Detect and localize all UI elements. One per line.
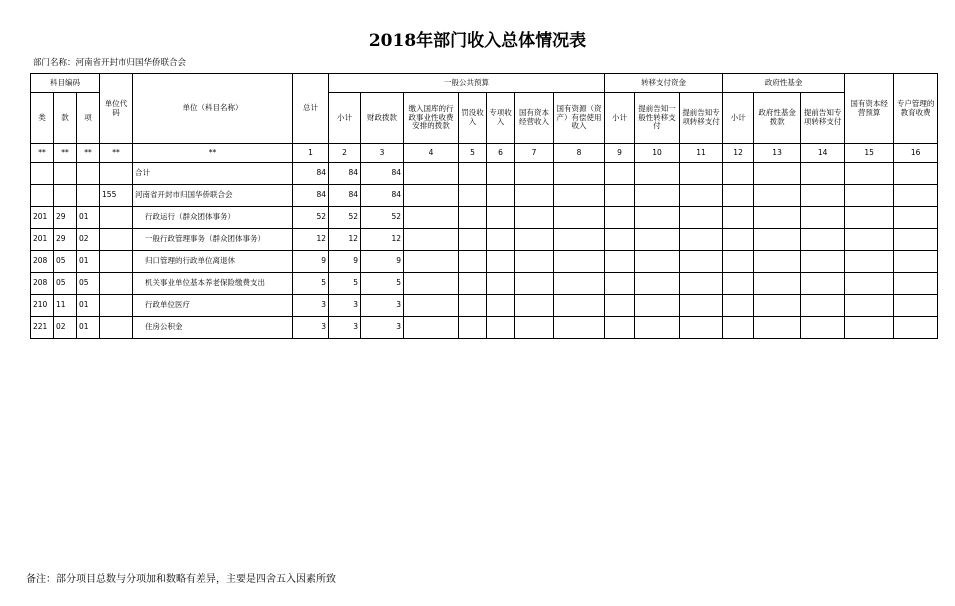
subject-code-header: 科目编码 bbox=[31, 74, 100, 93]
empty-cell bbox=[459, 185, 487, 207]
empty-cell bbox=[801, 317, 845, 339]
empty-cell bbox=[554, 185, 605, 207]
lei-cell: 201 bbox=[31, 229, 54, 251]
xiang-cell bbox=[77, 163, 100, 185]
table-row bbox=[31, 251, 938, 273]
empty-cell bbox=[515, 251, 554, 273]
gb-fiscal-cell: 84 bbox=[361, 163, 404, 185]
empty-cell bbox=[605, 295, 635, 317]
total-cell: 84 bbox=[293, 185, 329, 207]
gb-subtotal-cell: 84 bbox=[329, 163, 361, 185]
table-row bbox=[31, 317, 938, 339]
column-index-cell: 16 bbox=[894, 144, 938, 163]
empty-cell bbox=[801, 251, 845, 273]
unit-code-cell bbox=[100, 317, 133, 339]
tr-subtotal-header: 小计 bbox=[605, 93, 635, 144]
empty-cell bbox=[680, 229, 723, 251]
empty-cell bbox=[554, 273, 605, 295]
empty-cell bbox=[404, 251, 459, 273]
gb-fiscal-cell: 3 bbox=[361, 317, 404, 339]
xiang-header: 项 bbox=[77, 93, 100, 144]
table-row bbox=[31, 295, 938, 317]
empty-cell bbox=[635, 295, 680, 317]
department-name: 部门名称：河南省开封市归国华侨联合会 bbox=[33, 58, 187, 68]
unit-code-cell bbox=[100, 273, 133, 295]
empty-cell bbox=[894, 163, 938, 185]
empty-cell bbox=[459, 273, 487, 295]
lei-header: 类 bbox=[31, 93, 54, 144]
column-index-cell: 8 bbox=[554, 144, 605, 163]
empty-cell bbox=[845, 163, 894, 185]
fund-header: 政府性基金 bbox=[723, 74, 845, 93]
empty-cell bbox=[635, 229, 680, 251]
gb-state-assets-header: 国有资源（资产）有偿使用收入 bbox=[554, 93, 605, 144]
empty-cell bbox=[680, 163, 723, 185]
gb-fiscal-cell: 84 bbox=[361, 185, 404, 207]
empty-cell bbox=[487, 207, 515, 229]
kuan-cell: 29 bbox=[54, 229, 77, 251]
total-cell: 84 bbox=[293, 163, 329, 185]
gb-fiscal-cell: 5 bbox=[361, 273, 404, 295]
total-cell: 52 bbox=[293, 207, 329, 229]
lei-cell: 208 bbox=[31, 251, 54, 273]
column-index-row bbox=[31, 144, 938, 163]
gb-fiscal-cell: 52 bbox=[361, 207, 404, 229]
empty-cell bbox=[515, 229, 554, 251]
empty-cell bbox=[754, 163, 801, 185]
empty-cell bbox=[680, 185, 723, 207]
column-index-cell: 1 bbox=[293, 144, 329, 163]
unit-code-cell: 155 bbox=[100, 185, 133, 207]
kuan-header: 款 bbox=[54, 93, 77, 144]
empty-cell bbox=[605, 229, 635, 251]
column-index-cell: 14 bbox=[801, 144, 845, 163]
lei-cell: 201 bbox=[31, 207, 54, 229]
empty-cell bbox=[723, 317, 754, 339]
empty-cell bbox=[894, 273, 938, 295]
empty-cell bbox=[459, 317, 487, 339]
column-index-cell: ** bbox=[133, 144, 293, 163]
kuan-cell: 11 bbox=[54, 295, 77, 317]
gb-fiscal-cell: 3 bbox=[361, 295, 404, 317]
unit-code-cell bbox=[100, 229, 133, 251]
empty-cell bbox=[487, 273, 515, 295]
lei-cell: 221 bbox=[31, 317, 54, 339]
column-index-cell: 15 bbox=[845, 144, 894, 163]
lei-cell bbox=[31, 163, 54, 185]
gb-fiscal-cell: 9 bbox=[361, 251, 404, 273]
empty-cell bbox=[894, 251, 938, 273]
xiang-cell: 01 bbox=[77, 295, 100, 317]
total-cell: 5 bbox=[293, 273, 329, 295]
empty-cell bbox=[754, 317, 801, 339]
empty-cell bbox=[487, 163, 515, 185]
empty-cell bbox=[515, 295, 554, 317]
empty-cell bbox=[723, 273, 754, 295]
empty-cell bbox=[404, 207, 459, 229]
empty-cell bbox=[680, 295, 723, 317]
empty-cell bbox=[754, 251, 801, 273]
gb-subtotal-cell: 3 bbox=[329, 317, 361, 339]
empty-cell bbox=[554, 229, 605, 251]
total-cell: 9 bbox=[293, 251, 329, 273]
gb-subtotal-cell: 12 bbox=[329, 229, 361, 251]
gb-fiscal-cell: 12 bbox=[361, 229, 404, 251]
empty-cell bbox=[459, 229, 487, 251]
footer-note: 备注：部分项目总数与分项加和数略有差异，主要是四舍五入因素所致 bbox=[26, 574, 336, 585]
edu-fee-header: 专户管理的教育收费 bbox=[894, 74, 938, 144]
empty-cell bbox=[845, 295, 894, 317]
empty-cell bbox=[459, 207, 487, 229]
empty-cell bbox=[605, 273, 635, 295]
empty-cell bbox=[487, 185, 515, 207]
column-index-cell: 9 bbox=[605, 144, 635, 163]
xiang-cell: 01 bbox=[77, 251, 100, 273]
empty-cell bbox=[723, 207, 754, 229]
column-index-cell: 13 bbox=[754, 144, 801, 163]
kuan-cell: 05 bbox=[54, 251, 77, 273]
empty-cell bbox=[845, 273, 894, 295]
empty-cell bbox=[680, 317, 723, 339]
empty-cell bbox=[605, 317, 635, 339]
unit-code-cell bbox=[100, 207, 133, 229]
empty-cell bbox=[723, 295, 754, 317]
empty-cell bbox=[723, 185, 754, 207]
empty-cell bbox=[754, 295, 801, 317]
empty-cell bbox=[801, 207, 845, 229]
empty-cell bbox=[404, 163, 459, 185]
gb-subtotal-cell: 9 bbox=[329, 251, 361, 273]
empty-cell bbox=[487, 251, 515, 273]
empty-cell bbox=[680, 251, 723, 273]
column-index-cell: 6 bbox=[487, 144, 515, 163]
empty-cell bbox=[515, 273, 554, 295]
empty-cell bbox=[404, 273, 459, 295]
empty-cell bbox=[605, 163, 635, 185]
empty-cell bbox=[554, 163, 605, 185]
empty-cell bbox=[894, 229, 938, 251]
empty-cell bbox=[680, 273, 723, 295]
xiang-cell: 01 bbox=[77, 207, 100, 229]
empty-cell bbox=[605, 207, 635, 229]
empty-cell bbox=[754, 229, 801, 251]
xiang-cell: 02 bbox=[77, 229, 100, 251]
unit-name-cell: 归口管理的行政单位离退休 bbox=[133, 251, 293, 273]
empty-cell bbox=[487, 229, 515, 251]
total-cell: 12 bbox=[293, 229, 329, 251]
tr-special-header: 提前告知专项转移支付 bbox=[680, 93, 723, 144]
total-cell: 3 bbox=[293, 295, 329, 317]
empty-cell bbox=[404, 229, 459, 251]
empty-cell bbox=[515, 207, 554, 229]
column-index-cell: 4 bbox=[404, 144, 459, 163]
column-index-cell: 2 bbox=[329, 144, 361, 163]
gb-subtotal-cell: 5 bbox=[329, 273, 361, 295]
fd-subtotal-header: 小计 bbox=[723, 93, 754, 144]
empty-cell bbox=[754, 273, 801, 295]
empty-cell bbox=[404, 317, 459, 339]
gb-state-capital-header: 国有资本经营收入 bbox=[515, 93, 554, 144]
empty-cell bbox=[894, 207, 938, 229]
gb-subtotal-cell: 52 bbox=[329, 207, 361, 229]
empty-cell bbox=[845, 317, 894, 339]
unit-name-cell: 住房公积金 bbox=[133, 317, 293, 339]
column-index-cell: ** bbox=[54, 144, 77, 163]
column-index-cell: 7 bbox=[515, 144, 554, 163]
column-index-cell: ** bbox=[31, 144, 54, 163]
empty-cell bbox=[515, 317, 554, 339]
gb-subtotal-cell: 3 bbox=[329, 295, 361, 317]
unit-code-cell bbox=[100, 295, 133, 317]
column-index-cell: 11 bbox=[680, 144, 723, 163]
empty-cell bbox=[894, 295, 938, 317]
unit-code-cell bbox=[100, 251, 133, 273]
empty-cell bbox=[801, 295, 845, 317]
column-index-cell: ** bbox=[77, 144, 100, 163]
empty-cell bbox=[845, 185, 894, 207]
unit-name-header: 单位（科目名称） bbox=[133, 74, 293, 144]
empty-cell bbox=[554, 251, 605, 273]
unit-name-cell: 行政单位医疗 bbox=[133, 295, 293, 317]
tr-general-header: 提前告知一般性转移支付 bbox=[635, 93, 680, 144]
kuan-cell: 29 bbox=[54, 207, 77, 229]
empty-cell bbox=[605, 185, 635, 207]
income-table bbox=[30, 73, 938, 339]
page-title: 2018年部门收入总体情况表 bbox=[368, 31, 587, 51]
empty-cell bbox=[894, 185, 938, 207]
empty-cell bbox=[801, 273, 845, 295]
empty-cell bbox=[554, 207, 605, 229]
empty-cell bbox=[554, 295, 605, 317]
column-index-cell: 10 bbox=[635, 144, 680, 163]
column-index-cell: 3 bbox=[361, 144, 404, 163]
fd-grant-header: 政府性基金拨款 bbox=[754, 93, 801, 144]
empty-cell bbox=[723, 251, 754, 273]
unit-name-cell: 河南省开封市归国华侨联合会 bbox=[133, 185, 293, 207]
empty-cell bbox=[635, 251, 680, 273]
table-row bbox=[31, 273, 938, 295]
unit-code-header: 单位代码 bbox=[100, 74, 133, 144]
empty-cell bbox=[459, 251, 487, 273]
empty-cell bbox=[754, 207, 801, 229]
empty-cell bbox=[680, 207, 723, 229]
gb-treasury-header: 缴入国库的行政事业性收费安排的拨款 bbox=[404, 93, 459, 144]
total-cell: 3 bbox=[293, 317, 329, 339]
table-row bbox=[31, 207, 938, 229]
empty-cell bbox=[845, 229, 894, 251]
empty-cell bbox=[459, 295, 487, 317]
kuan-cell bbox=[54, 185, 77, 207]
column-index-cell: ** bbox=[100, 144, 133, 163]
column-index-cell: 12 bbox=[723, 144, 754, 163]
unit-name-cell: 一般行政管理事务（群众团体事务） bbox=[133, 229, 293, 251]
gb-fiscal-header: 财政拨款 bbox=[361, 93, 404, 144]
empty-cell bbox=[515, 185, 554, 207]
table-row bbox=[31, 229, 938, 251]
empty-cell bbox=[801, 229, 845, 251]
xiang-cell bbox=[77, 185, 100, 207]
kuan-cell bbox=[54, 163, 77, 185]
lei-cell: 210 bbox=[31, 295, 54, 317]
empty-cell bbox=[894, 317, 938, 339]
header-row-1 bbox=[31, 74, 938, 93]
kuan-cell: 05 bbox=[54, 273, 77, 295]
unit-code-cell bbox=[100, 163, 133, 185]
lei-cell bbox=[31, 185, 54, 207]
lei-cell: 208 bbox=[31, 273, 54, 295]
state-capital-budget-header: 国有资本经营预算 bbox=[845, 74, 894, 144]
unit-name-cell: 行政运行（群众团体事务） bbox=[133, 207, 293, 229]
empty-cell bbox=[554, 317, 605, 339]
empty-cell bbox=[515, 163, 554, 185]
empty-cell bbox=[801, 163, 845, 185]
empty-cell bbox=[605, 251, 635, 273]
gb-tax-header: 罚没收入 bbox=[459, 93, 487, 144]
empty-cell bbox=[635, 185, 680, 207]
empty-cell bbox=[635, 273, 680, 295]
general-budget-header: 一般公共预算 bbox=[329, 74, 605, 93]
empty-cell bbox=[487, 317, 515, 339]
empty-cell bbox=[459, 163, 487, 185]
empty-cell bbox=[635, 163, 680, 185]
fd-special-header: 提前告知专项转移支付 bbox=[801, 93, 845, 144]
column-index-cell: 5 bbox=[459, 144, 487, 163]
empty-cell bbox=[723, 229, 754, 251]
xiang-cell: 05 bbox=[77, 273, 100, 295]
empty-cell bbox=[754, 185, 801, 207]
table-row bbox=[31, 185, 938, 207]
kuan-cell: 02 bbox=[54, 317, 77, 339]
gb-special-header: 专项收入 bbox=[487, 93, 515, 144]
transfer-header: 转移支付资金 bbox=[605, 74, 723, 93]
empty-cell bbox=[635, 317, 680, 339]
empty-cell bbox=[404, 295, 459, 317]
table-row bbox=[31, 163, 938, 185]
gb-subtotal-cell: 84 bbox=[329, 185, 361, 207]
total-header: 总计 bbox=[293, 74, 329, 144]
empty-cell bbox=[487, 295, 515, 317]
gb-subtotal-header: 小计 bbox=[329, 93, 361, 144]
empty-cell bbox=[404, 185, 459, 207]
empty-cell bbox=[723, 163, 754, 185]
empty-cell bbox=[845, 207, 894, 229]
empty-cell bbox=[801, 185, 845, 207]
xiang-cell: 01 bbox=[77, 317, 100, 339]
unit-name-cell: 合计 bbox=[133, 163, 293, 185]
unit-name-cell: 机关事业单位基本养老保险缴费支出 bbox=[133, 273, 293, 295]
empty-cell bbox=[845, 251, 894, 273]
empty-cell bbox=[635, 207, 680, 229]
